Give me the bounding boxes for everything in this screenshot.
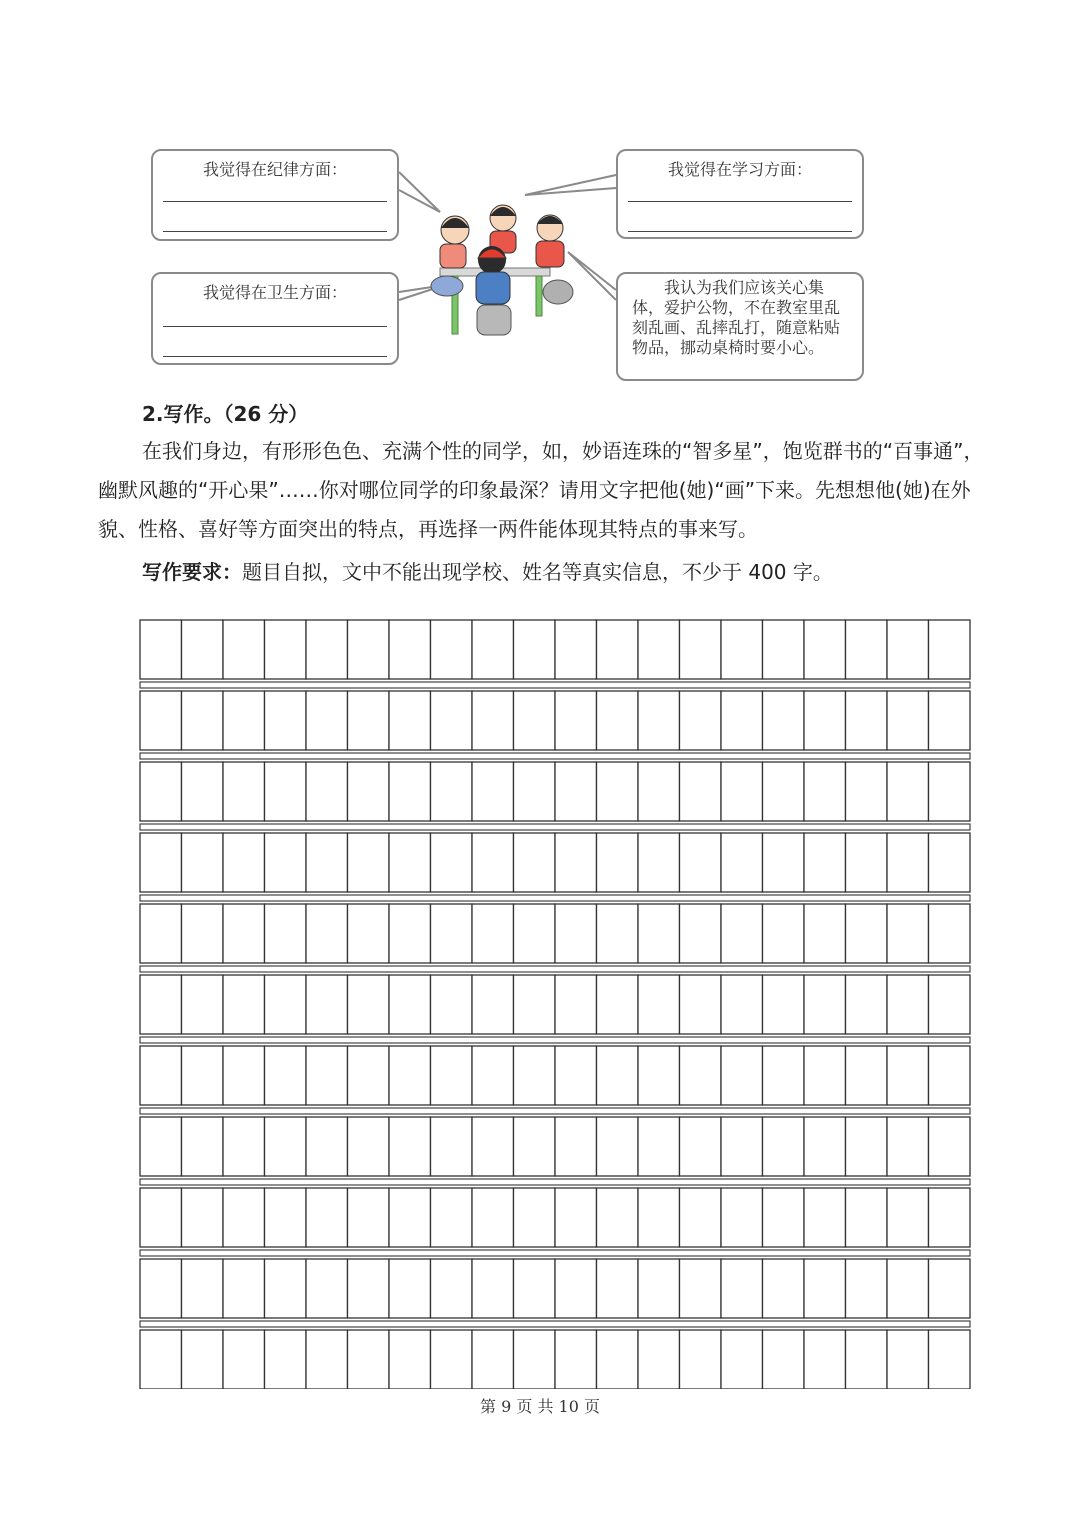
grid-cell[interactable] bbox=[721, 620, 763, 679]
grid-cell[interactable] bbox=[514, 620, 556, 679]
row-separator bbox=[140, 966, 970, 972]
grid-cell[interactable] bbox=[680, 620, 722, 679]
grid-cell[interactable] bbox=[431, 833, 473, 892]
grid-cell[interactable] bbox=[223, 620, 265, 679]
grid-cell[interactable] bbox=[389, 1330, 431, 1389]
row-separator bbox=[140, 1108, 970, 1114]
grid-cell[interactable] bbox=[597, 904, 639, 963]
grid-cell[interactable] bbox=[804, 1188, 846, 1247]
grid-cell[interactable] bbox=[929, 1117, 971, 1176]
grid-cell[interactable] bbox=[680, 1259, 722, 1318]
grid-cell[interactable] bbox=[721, 1259, 763, 1318]
grid-cell[interactable] bbox=[182, 691, 224, 750]
grid-cell[interactable] bbox=[638, 1046, 680, 1105]
grid-cell[interactable] bbox=[431, 1259, 473, 1318]
grid-cell[interactable] bbox=[680, 975, 722, 1034]
grid-cell[interactable] bbox=[348, 1117, 390, 1176]
study-bubble bbox=[616, 149, 864, 239]
grid-row[interactable] bbox=[140, 1188, 970, 1247]
grid-cell[interactable] bbox=[472, 1117, 514, 1176]
grid-cell[interactable] bbox=[431, 691, 473, 750]
grid-cell[interactable] bbox=[348, 904, 390, 963]
section-title: 2.写作。（26 分） bbox=[142, 402, 309, 426]
grid-row[interactable] bbox=[140, 1259, 970, 1318]
grid-cell[interactable] bbox=[721, 1330, 763, 1389]
grid-cell[interactable] bbox=[182, 904, 224, 963]
care-bubble bbox=[616, 272, 864, 381]
row-separator bbox=[140, 895, 970, 901]
grid-cell[interactable] bbox=[389, 762, 431, 821]
grid-cell[interactable] bbox=[929, 762, 971, 821]
grid-cell[interactable] bbox=[389, 691, 431, 750]
grid-cell[interactable] bbox=[348, 1046, 390, 1105]
grid-cell[interactable] bbox=[638, 904, 680, 963]
grid-cell[interactable] bbox=[182, 1117, 224, 1176]
grid-row[interactable] bbox=[140, 1046, 970, 1105]
grid-cell[interactable] bbox=[804, 691, 846, 750]
grid-cell[interactable] bbox=[804, 1330, 846, 1389]
grid-cell[interactable] bbox=[680, 1046, 722, 1105]
grid-cell[interactable] bbox=[223, 691, 265, 750]
grid-cell[interactable] bbox=[804, 1117, 846, 1176]
grid-cell[interactable] bbox=[638, 833, 680, 892]
grid-cell[interactable] bbox=[555, 1188, 597, 1247]
row-separator bbox=[140, 753, 970, 759]
grid-row[interactable] bbox=[140, 975, 970, 1034]
grid-cell[interactable] bbox=[306, 975, 348, 1034]
grid-cell[interactable] bbox=[763, 1259, 805, 1318]
grid-row[interactable] bbox=[140, 1330, 970, 1389]
page-number: 第 9 页 共 10 页 bbox=[480, 1397, 600, 1416]
grid-cell[interactable] bbox=[223, 904, 265, 963]
grid-cell[interactable] bbox=[472, 904, 514, 963]
row-separator bbox=[140, 1250, 970, 1256]
grid-cell[interactable] bbox=[846, 691, 888, 750]
grid-cell[interactable] bbox=[846, 904, 888, 963]
grid-cell[interactable] bbox=[763, 620, 805, 679]
grid-cell[interactable] bbox=[223, 1117, 265, 1176]
grid-cell[interactable] bbox=[721, 1117, 763, 1176]
grid-cell[interactable] bbox=[638, 1117, 680, 1176]
grid-cell[interactable] bbox=[929, 1046, 971, 1105]
grid-cell[interactable] bbox=[680, 1117, 722, 1176]
care-text: 我认为我们应该关心集体，爱护公物，不在教室里乱刻乱画、乱摔乱打，随意粘贴物品，挪动桌椅时要小心。 bbox=[632, 278, 841, 357]
grid-cell[interactable] bbox=[140, 1188, 182, 1247]
discipline-label: 我觉得在纪律方面： bbox=[202, 160, 347, 179]
grid-cell[interactable] bbox=[929, 620, 971, 679]
grid-cell[interactable] bbox=[680, 1330, 722, 1389]
grid-cell[interactable] bbox=[887, 975, 929, 1034]
writing-requirement bbox=[142, 556, 833, 585]
grid-cell[interactable] bbox=[721, 975, 763, 1034]
grid-cell[interactable] bbox=[306, 1188, 348, 1247]
answer-line bbox=[163, 356, 387, 357]
grid-cell[interactable] bbox=[929, 833, 971, 892]
grid-cell[interactable] bbox=[431, 1046, 473, 1105]
grid-cell[interactable] bbox=[555, 1046, 597, 1105]
grid-cell[interactable] bbox=[804, 1259, 846, 1318]
grid-cell[interactable] bbox=[680, 1188, 722, 1247]
grid-cell[interactable] bbox=[223, 833, 265, 892]
grid-cell[interactable] bbox=[182, 833, 224, 892]
grid-cell[interactable] bbox=[140, 1259, 182, 1318]
grid-cell[interactable] bbox=[348, 762, 390, 821]
grid-cell[interactable] bbox=[223, 1046, 265, 1105]
grid-cell[interactable] bbox=[846, 762, 888, 821]
grid-cell[interactable] bbox=[721, 833, 763, 892]
grid-cell[interactable] bbox=[223, 975, 265, 1034]
grid-cell[interactable] bbox=[638, 1188, 680, 1247]
grid-cell[interactable] bbox=[763, 1117, 805, 1176]
grid-cell[interactable] bbox=[638, 620, 680, 679]
grid-cell[interactable] bbox=[597, 1330, 639, 1389]
grid-cell[interactable] bbox=[804, 762, 846, 821]
grid-cell[interactable] bbox=[472, 1330, 514, 1389]
grid-cell[interactable] bbox=[804, 1046, 846, 1105]
grid-cell[interactable] bbox=[140, 1117, 182, 1176]
grid-cell[interactable] bbox=[431, 620, 473, 679]
grid-cell[interactable] bbox=[846, 1330, 888, 1389]
grid-cell[interactable] bbox=[514, 1188, 556, 1247]
grid-cell[interactable] bbox=[265, 1188, 307, 1247]
grid-cell[interactable] bbox=[555, 1330, 597, 1389]
grid-cell[interactable] bbox=[265, 1046, 307, 1105]
grid-cell[interactable] bbox=[638, 762, 680, 821]
discipline-bubble bbox=[151, 149, 399, 241]
grid-cell[interactable] bbox=[389, 620, 431, 679]
grid-cell[interactable] bbox=[182, 1259, 224, 1318]
grid-cell[interactable] bbox=[846, 1046, 888, 1105]
grid-cell[interactable] bbox=[514, 1046, 556, 1105]
grid-cell[interactable] bbox=[140, 833, 182, 892]
grid-cell[interactable] bbox=[182, 975, 224, 1034]
grid-cell[interactable] bbox=[306, 620, 348, 679]
hygiene-label: 我觉得在卫生方面： bbox=[202, 283, 347, 302]
grid-cell[interactable] bbox=[763, 1046, 805, 1105]
grid-cell[interactable] bbox=[763, 762, 805, 821]
grid-cell[interactable] bbox=[721, 762, 763, 821]
grid-cell[interactable] bbox=[389, 1188, 431, 1247]
grid-cell[interactable] bbox=[680, 833, 722, 892]
grid-cell[interactable] bbox=[929, 904, 971, 963]
grid-cell[interactable] bbox=[514, 975, 556, 1034]
grid-cell[interactable] bbox=[223, 1259, 265, 1318]
grid-cell[interactable] bbox=[348, 833, 390, 892]
grid-cell[interactable] bbox=[389, 833, 431, 892]
grid-cell[interactable] bbox=[929, 1188, 971, 1247]
grid-cell[interactable] bbox=[306, 691, 348, 750]
grid-cell[interactable] bbox=[389, 1259, 431, 1318]
answer-line bbox=[163, 326, 387, 327]
grid-cell[interactable] bbox=[721, 1188, 763, 1247]
grid-cell[interactable] bbox=[348, 1330, 390, 1389]
grid-cell[interactable] bbox=[638, 975, 680, 1034]
grid-cell[interactable] bbox=[721, 1046, 763, 1105]
grid-cell[interactable] bbox=[306, 1046, 348, 1105]
grid-cell[interactable] bbox=[887, 1188, 929, 1247]
grid-cell[interactable] bbox=[887, 691, 929, 750]
grid-cell[interactable] bbox=[348, 691, 390, 750]
grid-cell[interactable] bbox=[680, 691, 722, 750]
grid-row[interactable] bbox=[140, 833, 970, 892]
grid-cell[interactable] bbox=[306, 833, 348, 892]
grid-cell[interactable] bbox=[348, 1259, 390, 1318]
grid-cell[interactable] bbox=[472, 1046, 514, 1105]
grid-cell[interactable] bbox=[804, 904, 846, 963]
grid-cell[interactable] bbox=[555, 1259, 597, 1318]
grid-cell[interactable] bbox=[555, 620, 597, 679]
grid-cell[interactable] bbox=[638, 691, 680, 750]
grid-cell[interactable] bbox=[182, 1188, 224, 1247]
row-separator bbox=[140, 1321, 970, 1327]
grid-cell[interactable] bbox=[846, 1117, 888, 1176]
grid-cell[interactable] bbox=[514, 762, 556, 821]
grid-cell[interactable] bbox=[306, 762, 348, 821]
answer-line bbox=[163, 201, 387, 202]
grid-cell[interactable] bbox=[265, 620, 307, 679]
grid-cell[interactable] bbox=[763, 833, 805, 892]
grid-cell[interactable] bbox=[265, 1117, 307, 1176]
grid-cell[interactable] bbox=[638, 1259, 680, 1318]
grid-cell[interactable] bbox=[514, 904, 556, 963]
grid-cell[interactable] bbox=[140, 975, 182, 1034]
grid-cell[interactable] bbox=[763, 975, 805, 1034]
grid-cell[interactable] bbox=[140, 904, 182, 963]
grid-cell[interactable] bbox=[389, 975, 431, 1034]
grid-cell[interactable] bbox=[431, 975, 473, 1034]
grid-cell[interactable] bbox=[929, 691, 971, 750]
row-separator bbox=[140, 682, 970, 688]
grid-cell[interactable] bbox=[265, 691, 307, 750]
grid-cell[interactable] bbox=[472, 1259, 514, 1318]
grid-cell[interactable] bbox=[846, 975, 888, 1034]
writing-grid[interactable] bbox=[139, 619, 971, 1389]
answer-line bbox=[628, 201, 852, 202]
grid-cell[interactable] bbox=[265, 1330, 307, 1389]
grid-cell[interactable] bbox=[846, 1188, 888, 1247]
grid-cell[interactable] bbox=[514, 833, 556, 892]
grid-cell[interactable] bbox=[431, 1117, 473, 1176]
grid-cell[interactable] bbox=[597, 1117, 639, 1176]
grid-cell[interactable] bbox=[140, 1046, 182, 1105]
grid-cell[interactable] bbox=[887, 833, 929, 892]
grid-row[interactable] bbox=[140, 620, 970, 679]
grid-cell[interactable] bbox=[472, 762, 514, 821]
grid-cell[interactable] bbox=[721, 904, 763, 963]
requirement-text: 题目自拟，文中不能出现学校、姓名等真实信息，不少于 400 字。 bbox=[242, 560, 833, 584]
grid-cell[interactable] bbox=[182, 762, 224, 821]
grid-cell[interactable] bbox=[431, 1188, 473, 1247]
grid-cell[interactable] bbox=[514, 1259, 556, 1318]
hygiene-bubble bbox=[151, 272, 399, 365]
grid-cell[interactable] bbox=[389, 904, 431, 963]
grid-cell[interactable] bbox=[597, 1046, 639, 1105]
grid-cell[interactable] bbox=[306, 1330, 348, 1389]
grid-cell[interactable] bbox=[306, 904, 348, 963]
row-separator bbox=[140, 1179, 970, 1185]
grid-cell[interactable] bbox=[348, 1188, 390, 1247]
grid-cell[interactable] bbox=[265, 904, 307, 963]
grid-cell[interactable] bbox=[555, 691, 597, 750]
grid-cell[interactable] bbox=[763, 1188, 805, 1247]
grid-cell[interactable] bbox=[555, 1117, 597, 1176]
writing-prompt: 在我们身边，有形形色色、充满个性的同学，如，妙语连珠的“智多星”，饱览群书的“百事通”，幽默风趣的“开心果”……你对哪位同学的印象最深？请用文字把他(她)“画”下来。先想想他(她)在外貌、性格、喜好等方面突出的特点，再选择一两件能体现其特点的事来写。 bbox=[98, 439, 984, 541]
grid-cell[interactable] bbox=[431, 904, 473, 963]
grid-cell[interactable] bbox=[514, 1330, 556, 1389]
grid-cell[interactable] bbox=[597, 833, 639, 892]
grid-row[interactable] bbox=[140, 904, 970, 963]
grid-cell[interactable] bbox=[555, 833, 597, 892]
grid-cell[interactable] bbox=[472, 975, 514, 1034]
grid-cell[interactable] bbox=[182, 1046, 224, 1105]
grid-cell[interactable] bbox=[431, 762, 473, 821]
grid-cell[interactable] bbox=[804, 833, 846, 892]
grid-cell[interactable] bbox=[306, 1117, 348, 1176]
grid-cell[interactable] bbox=[804, 975, 846, 1034]
grid-cell[interactable] bbox=[887, 620, 929, 679]
grid-cell[interactable] bbox=[472, 833, 514, 892]
grid-cell[interactable] bbox=[140, 691, 182, 750]
grid-cell[interactable] bbox=[182, 620, 224, 679]
grid-cell[interactable] bbox=[140, 1330, 182, 1389]
grid-cell[interactable] bbox=[763, 1330, 805, 1389]
grid-cell[interactable] bbox=[597, 1188, 639, 1247]
grid-cell[interactable] bbox=[887, 904, 929, 963]
grid-cell[interactable] bbox=[472, 1188, 514, 1247]
grid-cell[interactable] bbox=[887, 762, 929, 821]
grid-cell[interactable] bbox=[929, 975, 971, 1034]
grid-cell[interactable] bbox=[472, 620, 514, 679]
grid-cell[interactable] bbox=[846, 620, 888, 679]
grid-cell[interactable] bbox=[597, 620, 639, 679]
grid-cell[interactable] bbox=[389, 1117, 431, 1176]
grid-cell[interactable] bbox=[265, 975, 307, 1034]
grid-cell[interactable] bbox=[223, 1188, 265, 1247]
requirement-label: 写作要求： bbox=[142, 560, 242, 584]
grid-cell[interactable] bbox=[348, 620, 390, 679]
grid-cell[interactable] bbox=[555, 762, 597, 821]
grid-cell[interactable] bbox=[389, 1046, 431, 1105]
grid-cell[interactable] bbox=[680, 762, 722, 821]
grid-cell[interactable] bbox=[597, 975, 639, 1034]
grid-cell[interactable] bbox=[431, 1330, 473, 1389]
grid-cell[interactable] bbox=[638, 1330, 680, 1389]
grid-cell[interactable] bbox=[265, 833, 307, 892]
grid-cell[interactable] bbox=[265, 1259, 307, 1318]
grid-cell[interactable] bbox=[514, 1117, 556, 1176]
grid-cell[interactable] bbox=[555, 904, 597, 963]
answer-line bbox=[163, 231, 387, 232]
grid-row[interactable] bbox=[140, 762, 970, 821]
grid-row[interactable] bbox=[140, 691, 970, 750]
grid-cell[interactable] bbox=[887, 1259, 929, 1318]
grid-cell[interactable] bbox=[846, 1259, 888, 1318]
grid-cell[interactable] bbox=[887, 1117, 929, 1176]
grid-cell[interactable] bbox=[348, 975, 390, 1034]
study-label: 我觉得在学习方面： bbox=[667, 160, 812, 179]
grid-cell[interactable] bbox=[763, 691, 805, 750]
grid-cell[interactable] bbox=[804, 620, 846, 679]
grid-cell[interactable] bbox=[846, 833, 888, 892]
row-separator bbox=[140, 1037, 970, 1043]
grid-cell[interactable] bbox=[887, 1330, 929, 1389]
grid-cell[interactable] bbox=[306, 1259, 348, 1318]
grid-cell[interactable] bbox=[929, 1330, 971, 1389]
grid-cell[interactable] bbox=[597, 691, 639, 750]
grid-row[interactable] bbox=[140, 1117, 970, 1176]
grid-cell[interactable] bbox=[597, 1259, 639, 1318]
grid-cell[interactable] bbox=[887, 1046, 929, 1105]
grid-cell[interactable] bbox=[721, 691, 763, 750]
row-separator bbox=[140, 824, 970, 830]
grid-cell[interactable] bbox=[514, 691, 556, 750]
grid-cell[interactable] bbox=[140, 620, 182, 679]
grid-cell[interactable] bbox=[763, 904, 805, 963]
grid-cell[interactable] bbox=[223, 1330, 265, 1389]
grid-cell[interactable] bbox=[597, 762, 639, 821]
grid-cell[interactable] bbox=[555, 975, 597, 1034]
grid-cell[interactable] bbox=[929, 1259, 971, 1318]
grid-cell[interactable] bbox=[680, 904, 722, 963]
answer-line bbox=[628, 231, 852, 232]
grid-cell[interactable] bbox=[182, 1330, 224, 1389]
grid-cell[interactable] bbox=[223, 762, 265, 821]
grid-cell[interactable] bbox=[472, 691, 514, 750]
grid-cell[interactable] bbox=[265, 762, 307, 821]
grid-cell[interactable] bbox=[140, 762, 182, 821]
